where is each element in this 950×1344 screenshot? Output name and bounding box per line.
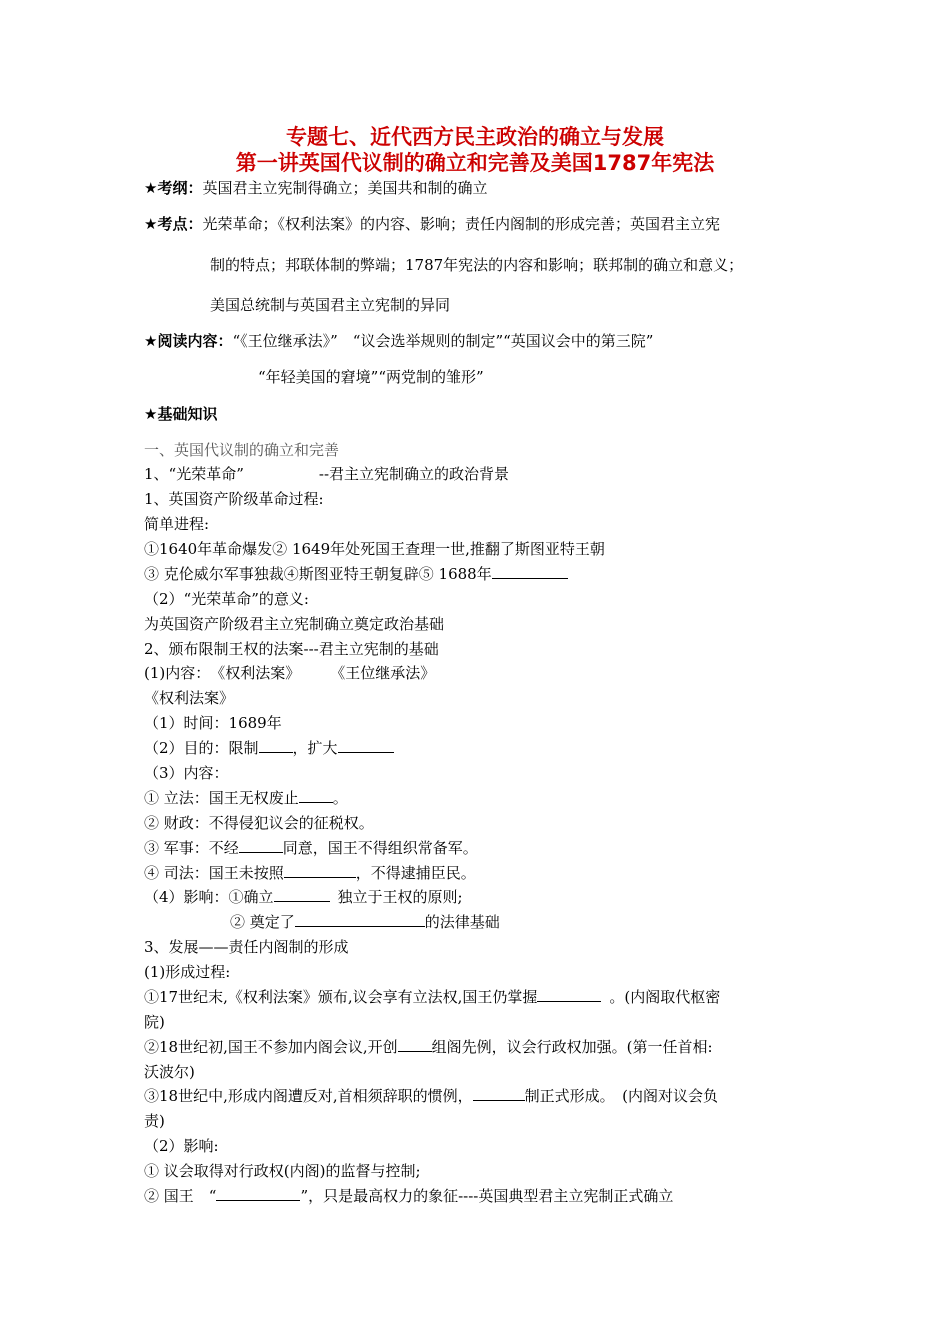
fill-blank — [239, 838, 283, 853]
body-line — [144, 987, 720, 1007]
kaodian-label: ★考点： — [144, 215, 203, 233]
body-text: ② 奠定了 — [230, 913, 295, 931]
yuedu-line-1 — [144, 331, 653, 351]
body-line — [144, 738, 394, 758]
body-text: 独立于王权的原则; — [337, 888, 463, 906]
document-subtitle: 第一讲英国代议制的确立和完善及美国1787年宪法 — [235, 151, 715, 175]
fill-blank — [537, 987, 601, 1002]
body-line — [144, 1186, 673, 1206]
body-text: ③18世纪中,形成内阁遭反对,首相须辞职的惯例， — [144, 1087, 473, 1105]
body-line: （2）“光荣革命”的意义: — [144, 590, 309, 608]
body-line: 沃波尔) — [144, 1063, 195, 1081]
body-line — [144, 564, 568, 584]
fill-blank — [492, 564, 568, 579]
body-line: （3）内容： — [144, 764, 229, 782]
fill-blank — [259, 738, 293, 753]
body-text: （4）影响：①确立 — [144, 888, 274, 906]
yuedu-text-1: “《王位继承法》” “议会选举规则的制定”“英国议会中的第三院” — [232, 332, 654, 350]
body-line — [144, 1086, 718, 1106]
body-text: ② 国王 “ — [144, 1187, 217, 1205]
body-line: 为英国资产阶级君主立宪制确立奠定政治基础 — [144, 615, 445, 633]
body-line: ① 议会取得对行政权(内阁)的监督与控制; — [144, 1162, 421, 1180]
body-text: 。 — [332, 789, 348, 807]
body-line — [144, 887, 463, 907]
body-line: 《权利法案》 — [144, 689, 235, 707]
fill-blank — [473, 1086, 525, 1101]
body-text: ②18世纪初,国王不参加内阁会议,开创 — [144, 1038, 398, 1056]
body-line — [144, 788, 348, 808]
body-line — [144, 863, 476, 883]
body-line: (1)形成过程: — [144, 963, 231, 981]
fill-blank — [299, 788, 333, 803]
kaodian-line-1 — [144, 214, 720, 234]
body-text: ③ 军事：不经 — [144, 839, 239, 857]
body-line: ①1640年革命爆发② 1649年处死国王查理一世,推翻了斯图亚特王朝 — [144, 540, 605, 558]
fill-blank — [398, 1037, 432, 1052]
kaodian-line-3: 美国总统制与英国君主立宪制的异同 — [210, 296, 451, 314]
body-text: ④ 司法：国王未按照 — [144, 864, 284, 882]
body-line: 简单进程: — [144, 515, 210, 533]
document-title: 专题七、近代西方民主政治的确立与发展 — [286, 125, 664, 149]
body-text: ①17世纪末,《权利法案》颁布,议会享有立法权,国王仍掌握 — [144, 988, 538, 1006]
body-line: （2）影响: — [144, 1137, 219, 1155]
yuedu-label: ★阅读内容： — [144, 332, 233, 350]
body-text: 。(内阁取代枢密 — [609, 988, 721, 1006]
body-line: 责) — [144, 1112, 165, 1130]
body-line: ② 财政：不得侵犯议会的征税权。 — [144, 814, 374, 832]
body-line: (1)内容： 《权利法案》 《王位继承法》 — [144, 664, 436, 682]
body-line: 1、英国资产阶级革命过程: — [144, 490, 324, 508]
section-heading: 一、英国代议制的确立和完善 — [144, 441, 340, 459]
body-line: 3、发展——责任内阁制的形成 — [144, 938, 349, 956]
fill-blank — [274, 887, 330, 902]
body-text: 制正式形成。 (内阁对议会负 — [524, 1087, 718, 1105]
body-text: ，不得逮捕臣民。 — [355, 864, 476, 882]
fill-blank — [284, 863, 356, 878]
yuedu-line-2: “年轻美国的窘境”“两党制的雏形” — [258, 368, 484, 386]
fill-blank — [216, 1186, 300, 1201]
fill-blank — [338, 738, 394, 753]
body-text: 组阁先例，议会行政权加强。(第一任首相: — [431, 1038, 713, 1056]
body-line: 1、“光荣革命” --君主立宪制确立的政治背景 — [144, 465, 510, 483]
body-line: 2、颁布限制王权的法案---君主立宪制的基础 — [144, 640, 439, 658]
body-text: ③ 克伦威尔军事独裁④斯图亚特王朝复辟⑤ 1688年 — [144, 565, 492, 583]
body-text: ”，只是最高权力的象征----英国典型君主立宪制正式确立 — [300, 1187, 674, 1205]
body-text: ，扩大 — [292, 739, 338, 757]
kaodian-text-1: 光荣革命；《权利法案》的内容、影响；责任内阁制的形成完善；英国君主立宪 — [202, 215, 720, 233]
jichu-heading: ★基础知识 — [144, 405, 218, 423]
kaodian-line-2: 制的特点；邦联体制的弊端；1787年宪法的内容和影响；联邦制的确立和意义； — [210, 256, 744, 274]
body-text: ① 立法：国王无权废止 — [144, 789, 299, 807]
body-line: （1）时间：1689年 — [144, 714, 282, 732]
body-text: 的法律基础 — [424, 913, 500, 931]
body-line — [144, 1037, 713, 1057]
body-line — [230, 912, 500, 932]
body-line — [144, 838, 478, 858]
body-text: （2）目的：限制 — [144, 739, 259, 757]
body-line: 院) — [144, 1013, 165, 1031]
kaogang-label: ★考纲： — [144, 179, 203, 197]
kaogang-line — [144, 178, 487, 198]
fill-blank — [295, 912, 425, 927]
kaogang-text: 英国君主立宪制得确立；美国共和制的确立 — [202, 179, 488, 197]
body-text: 同意，国王不得组织常备军。 — [282, 839, 478, 857]
